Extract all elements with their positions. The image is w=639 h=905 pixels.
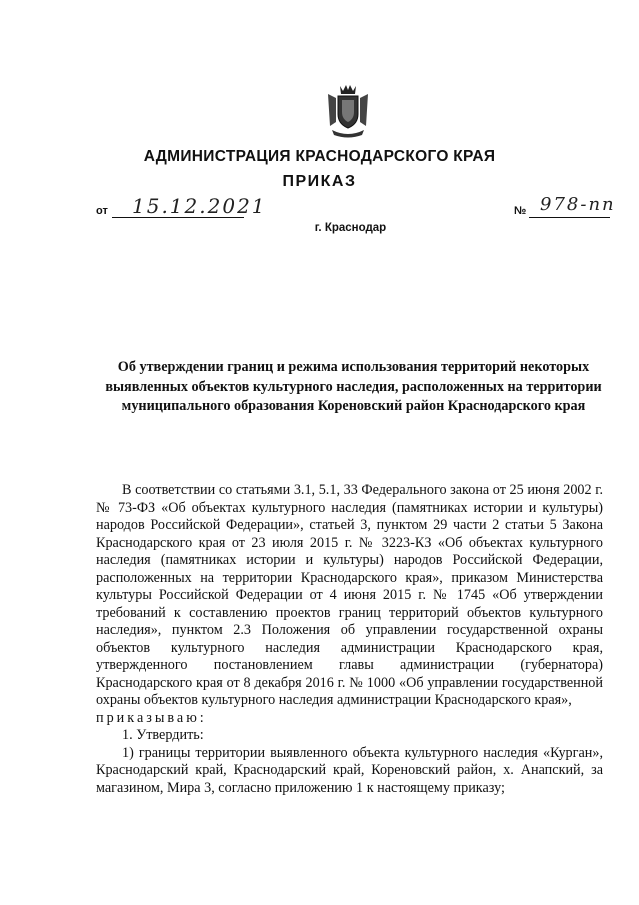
preamble-paragraph: В соответствии со статьями 3.1, 5.1, 33 Федерального закона от 25 июня 2002 г. № 73-ФЗ «Об объектах культурного наследия (памятниках истории и культуры) народов Российской Федерации», статьей 3, пунктом 29 части 2 статьи 5 Закона Краснодарского края от 23 июля 2015 г. № 3223-КЗ «Об объектах культурного наследия (памятниках истории и культуры) народов Российской Федерации, расположенных на территории Краснодарского края», приказом Министерства культуры Российской Федерации от 4 июня 2015 г. № 1745 «Об утверждении требований к составлению проектов границ территорий объектов культурного наследия», пунктом 2.3 Положения об управлении государственной охраны объектов культурного наследия администрации Краснодарского края, утвержденного постановлением главы администрации (губернатора) Краснодарского края от 8 декабря 2016 г. № 1000 «Об управлении государственной охраны объектов культурного наследия администрации Краснодарского края», xyxy=(96,482,603,708)
handwritten-number: 978-пп xyxy=(540,194,616,215)
organization-name: АДМИНИСТРАЦИЯ КРАСНОДАРСКОГО КРАЯ xyxy=(143,148,496,165)
handwritten-date: 15.12.2021 xyxy=(132,194,267,218)
document-body xyxy=(96,482,603,797)
item-1: 1. Утвердить: xyxy=(122,727,204,743)
number-label: № xyxy=(514,205,527,217)
document-type: ПРИКАЗ xyxy=(282,173,357,190)
date-label: от xyxy=(96,205,108,217)
order-word: приказываю: xyxy=(96,709,207,726)
coat-of-arms-icon xyxy=(324,82,372,140)
document-title: Об утверждении границ и режима использования территорий некоторых выявленных объектов культурного наследия, расположенных на территории муниципального образования Кореновский район Краснодарского края xyxy=(105,359,602,414)
item-1-1: 1) границы территории выявленного объекта культурного наследия «Курган», Краснодарский край, Краснодарский край, Кореновский район, х. Анапский, за магазином, Мира 3, согласно приложению 1 к настоящему приказу; xyxy=(96,744,603,796)
city-name: г. Краснодар xyxy=(314,222,387,234)
number-underline xyxy=(529,217,610,218)
